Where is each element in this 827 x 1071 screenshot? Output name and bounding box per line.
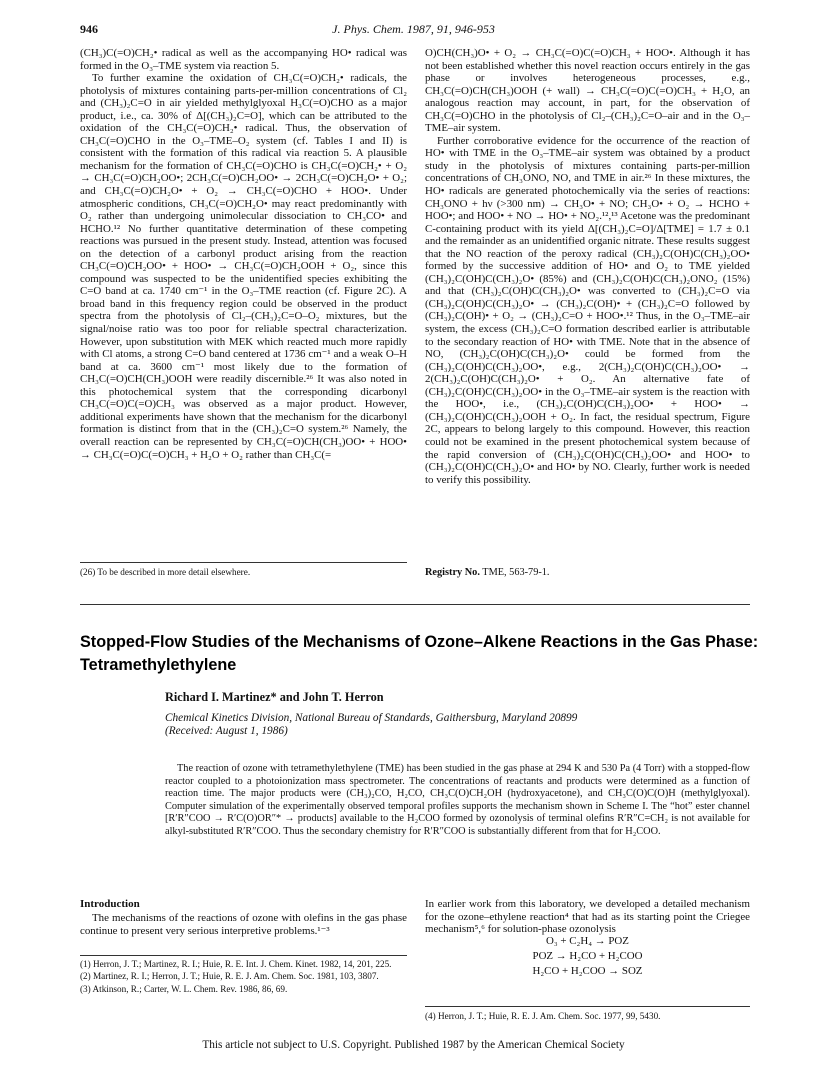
copyright-note: This article not subject to U.S. Copyright. Published 1987 by the American Chemical Society xyxy=(202,1039,625,1051)
authors: Richard I. Martinez* and John T. Herron xyxy=(165,690,384,704)
registry-value: TME, 563-79-1. xyxy=(479,567,550,578)
reference: (4) Herron, J. T.; Huie, R. E. J. Am. Chem. Soc. 1977, 99, 5430. xyxy=(425,1011,661,1021)
reference-divider xyxy=(80,955,407,956)
equation-block xyxy=(425,934,750,979)
received-date: (Received: August 1, 1986) xyxy=(165,725,288,737)
page-number: 946 xyxy=(80,22,98,36)
abstract: The reaction of ozone with tetramethylethylene (TME) has been studied in the gas phase at 294 K and 530 Pa (4 Torr) with a stopped-flow reactor coupled to a photoionization mass spectrometer. The concentrations of reactants and products were determined as a function of reaction time. The major products were (CH₃)₂CO, H₂CO, CH₃C(O)CH₂OH (hydroxyacetone), and CH₃C(O)C(O)H (methylglyoxal). Computer simulation of the experimentally observed temporal profiles supports the mechanism shown in Scheme I. The “hot” ester channel [R′R″COO → R′C(O)OR″* → products] available to the H₂COO formed by ozonolysis of terminal olefins R′R″C=CH₂ is not available for alkyl-substituted R′R″COO. Thus the secondary chemistry for R′R″COO is substantially different from that for H₂COO. xyxy=(165,763,750,837)
registry-label: Registry No. xyxy=(425,567,480,578)
introduction-paragraph-right: In earlier work from this laboratory, we developed a detailed mechanism for the ozone–ethylene reaction⁴ that had as its starting point the Criegee mechanism⁵,⁶ for solution-phase ozonolysis xyxy=(425,898,750,935)
equation: O₃ + C₂H₄ → POZ xyxy=(546,935,629,947)
paragraph: O)CH(CH₃)O• + O₂ → CH₃C(=O)C(=O)CH₃ + HOO•. Although it has not been established whether this novel reaction occurs entirely in the gas phase or involves heterogeneous processes, e.g., CH₃C(=O)CH(CH₃)OOH (+ wall) → CH₃C(=O)C(=O)CH₃ + H₂O, an analogous reaction may account, in part, for the observation of CH₃C(=O)CHO in the photolysis of Cl₂–(CH₃)₂C=O–air and in the O₃–TME–air system. xyxy=(425,47,750,135)
previous-article-left-column xyxy=(80,47,407,461)
paragraph: Further corroborative evidence for the occurrence of the reaction of HO• with TME in the O₃–TME–air system was obtained by a product study in the photolysis of mixtures containing parts-per-million concentrations of CH₃ONO, NO, and TME in air.²⁶ In these mixtures, the HO• radicals are generated photochemically via the series of reactions: CH₃ONO + hν (>300 nm) → CH₃O• + NO; CH₃O• + O₂ → HCHO + HOO•; and HOO• + NO → HO• + NO₂.¹²,¹³ Acetone was the predominant C-containing product with its yield Δ[(CH₃)₂C=O]/Δ[TME] = 1.7 ± 0.1 and the remainder as an unidentified organic nitrate. These results suggest that the NO reaction of the peroxy radical (CH₃)₂C(OH)C(CH₃)₂OO• formed by the successive addition of HO• and O₂ to TME yielded (CH₃)₂C(OH)C(CH₃)₂O• (85%) and (CH₃)₂C(OH)C(CH₃)₂ONO₂ (15%) and that (CH₃)₂C(OH)C(CH₃)₂O• was converted to (CH₃)₂C=O via (CH₃)₂C(OH)C(CH₃)₂O• → (CH₃)₂C(OH)• + (CH₃)₂C=O followed by (CH₃)₂C(OH)• + O₂ → (CH₃)₂C=O + HOO•.¹² Thus, in the O₃–TME–air system, the excess (CH₃)₂C=O formation described earlier is attributable to the secondary reaction of HO• with TME. Note that in the absence of NO, (CH₃)₂C(OH)C(CH₃)₂O• could be formed from the (CH₃)₂C(OH)C(CH₃)₂OO•, e.g., 2(CH₃)₂C(OH)C(CH₃)₂OO• → 2(CH₃)₂C(OH)C(CH₃)₂O• + O₂. An alternative fate of (CH₃)₂C(OH)C(CH₃)₂OO• in the O₃–TME–air system is the reaction with the HOO•, i.e., (CH₃)₂C(OH)C(CH₃)₂OO• + HOO• → (CH₃)₂C(OH)C(CH₃)₂OOH + O₂. In fact, the residual spectrum, Figure 2C, appears to belong largely to this compound. However, this reaction could not be examined in the present photochemical system because of the rapid conversion of (CH₃)₂C(OH)C(CH₃)₂OO• and HOO• to (CH₃)₂C(OH)C(CH₃)₂O• and HO• by NO. Clearly, further work is needed to verify this possibility. xyxy=(425,134,750,486)
paragraph: To further examine the oxidation of CH₃C(=O)CH₂• radicals, the photolysis of mixtures containing parts-per-million concentrations of Cl₂ and (CH₃)₂C=O in air yielded methylglyoxal H₃C(=O)CHO as a major product, i.e., ca. 30% of Δ[(CH₃)₂C=O], which can be attributed to the oxidation of the CH₃C(=O)CH₂• radical. Thus, the observation of CH₃C(=O)CHO in the O₃–TME–O₂ system (cf. Tables I and II) is consistent with the formation of this radical via reaction 5. A plausible mechanism for the formation of CH₃C(=O)CHO is CH₃C(=O)CH₂• + O₂ → CH₃C(=O)CH₂OO•; 2CH₃C(=O)CH₂OO• → 2CH₃C(=O)CH₂O• + O₂; and CH₃C(=O)CH₂O• + O₂ → CH₃C(=O)CHO + HOO•. Under atmospheric conditions, CH₃C(=O)CH₂O• may react predominantly with O₂ rather than undergoing unimolecular dissociation to CH₃CO• and HCHO.¹² No further quantitative determination of these competing reactions was pursued in the present study. Instead, attention was focused on the detection of a carbonyl product arising from the reaction CH₃C(=O)CH₂OO• + HOO• → CH₃C(=O)CH₂OOH + O₂, since this compound was suspected to be the unidentified species exhibiting the C=O band at ca. 1740 cm⁻¹ in the O₃–TME reaction (cf. Figure 2C). A broad band in this frequency region could be observed in the product spectra from the photolysis of Cl₂–(CH₃)₂C=O–O₂ mixtures, but the signal/noise ratio was too poor for reliable spectral characterization. However, upon substitution with MEK which reacted much more rapidly with Cl atoms, a strong C=O band centered at 1736 cm⁻¹ and a weak O–H band at ca. 3600 cm⁻¹ most likely due to the formation of CH₃C(=O)CH(CH₃)OOH were readily discernible.²⁶ It was also noted in this photochemical system that the corresponding dicarbonyl CH₃C(=O)C(=O)CH₃ was observed as a major product. However, additional experiments have shown that the mechanism for the dicarbonyl formation is distinct from that in the (CH₃)₂C=O system.²⁶ Namely, the overall reaction can be represented by CH₃C(=O)CH(CH₃)OO• + HOO• → CH₃C(=O)C(=O)CH₃ + H₂O + O₂ rather than CH₃C(= xyxy=(80,72,407,461)
equation: POZ → H₂CO + H₂COO xyxy=(532,950,643,962)
introduction-paragraph: The mechanisms of the reactions of ozone with olefins in the gas phase continue to present very serious interpretive problems.¹⁻³ xyxy=(80,912,407,937)
reference: (1) Herron, J. T.; Martinez, R. I.; Huie, R. E. Int. J. Chem. Kinet. 1982, 14, 201, 225. xyxy=(80,959,392,969)
running-header xyxy=(80,22,747,38)
references xyxy=(80,959,410,996)
reference: (2) Martinez, R. I.; Herron, J. T.; Huie, R. E. J. Am. Chem. Soc. 1981, 103, 3807. xyxy=(80,971,379,982)
paragraph: (CH₃)C(=O)CH₂• radical as well as the accompanying HO• radical was formed in the O₃–TME system via reaction 5. xyxy=(80,47,407,72)
article-title: Stopped-Flow Studies of the Mechanisms of Ozone–Alkene Reactions in the Gas Phase: Tetramethylethylene xyxy=(80,633,759,674)
affiliation: Chemical Kinetics Division, National Bureau of Standards, Gaithersburg, Maryland 20899 xyxy=(165,712,578,724)
equation: H₂CO + H₂COO → SOZ xyxy=(532,965,643,977)
reference-divider xyxy=(425,1006,750,1007)
section-heading: Introduction xyxy=(80,898,140,910)
article-divider xyxy=(80,604,750,605)
footnote: (26) To be described in more detail elsewhere. xyxy=(80,567,251,577)
registry-number xyxy=(425,567,750,578)
footnote-divider xyxy=(80,562,407,563)
reference: (3) Atkinson, R.; Carter, W. L. Chem. Rev. 1986, 86, 69. xyxy=(80,983,288,994)
previous-article-right-column xyxy=(425,47,750,486)
journal-citation: J. Phys. Chem. 1987, 91, 946-953 xyxy=(332,22,495,36)
